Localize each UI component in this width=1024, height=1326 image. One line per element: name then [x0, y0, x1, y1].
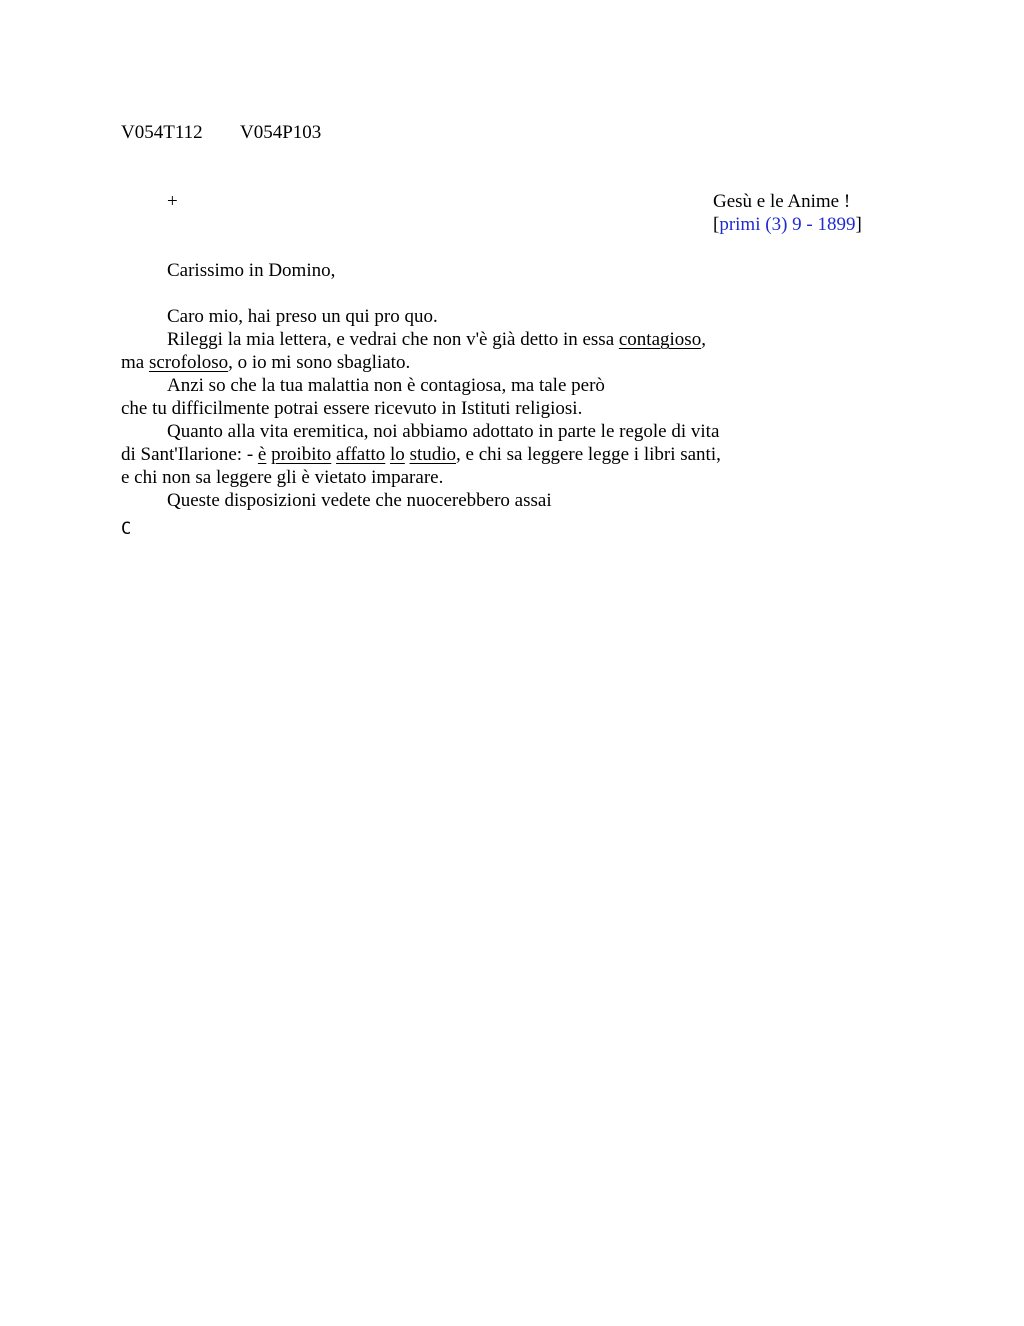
salutation: Carissimo in Domino, [167, 260, 336, 281]
footer-mark: C [121, 519, 132, 539]
date-text: primi (3) 9 - 1899 [719, 214, 856, 235]
cross-mark: + [167, 191, 178, 212]
underlined-word-proibito: proibito [271, 444, 332, 465]
letter-date [713, 213, 862, 236]
underlined-word-studio: studio [409, 444, 457, 465]
underlined-word-lo: lo [390, 444, 405, 465]
body-line-3-rest: , o io mi sono sbagliato. [228, 352, 411, 373]
document-code-p: V054P103 [240, 122, 322, 143]
underlined-word-contagioso: contagioso [618, 329, 702, 350]
letter-motto: Gesù e le Anime ! [713, 191, 851, 212]
body-line-2-text: Rileggi la mia lettera, e vedrai che non v'è già detto in essa [167, 329, 619, 350]
body-line-1: Caro mio, hai preso un qui pro quo. [167, 306, 438, 327]
underlined-word-affatto: affatto [336, 444, 386, 465]
body-line-5: che tu difficilmente potrai essere ricevuto in Istituti religiosi. [121, 398, 583, 419]
date-bracket-close: ] [855, 214, 862, 235]
date-bracket-open: [ [713, 214, 720, 235]
body-line-6: Quanto alla vita eremitica, noi abbiamo adottato in parte le regole di vita [167, 421, 720, 442]
body-line-3-text: ma [121, 352, 149, 373]
document-code-t: V054T112 [121, 122, 203, 143]
underlined-word-e: è [257, 444, 267, 465]
body-line-7-text: di Sant'Ilarione: - [121, 444, 258, 465]
underlined-word-scrofoloso: scrofoloso [148, 352, 229, 373]
body-line-7 [121, 443, 721, 466]
body-line-8: e chi non sa leggere gli è vietato imparare. [121, 467, 444, 488]
body-line-9: Queste disposizioni vedete che nuocerebbero assai [167, 490, 552, 511]
body-line-3 [121, 351, 410, 374]
body-line-7-rest: , e chi sa leggere legge i libri santi, [456, 444, 721, 465]
body-line-4: Anzi so che la tua malattia non è contagiosa, ma tale però [167, 375, 605, 396]
body-line-2-punct: , [701, 329, 706, 350]
body-line-2 [167, 328, 706, 351]
